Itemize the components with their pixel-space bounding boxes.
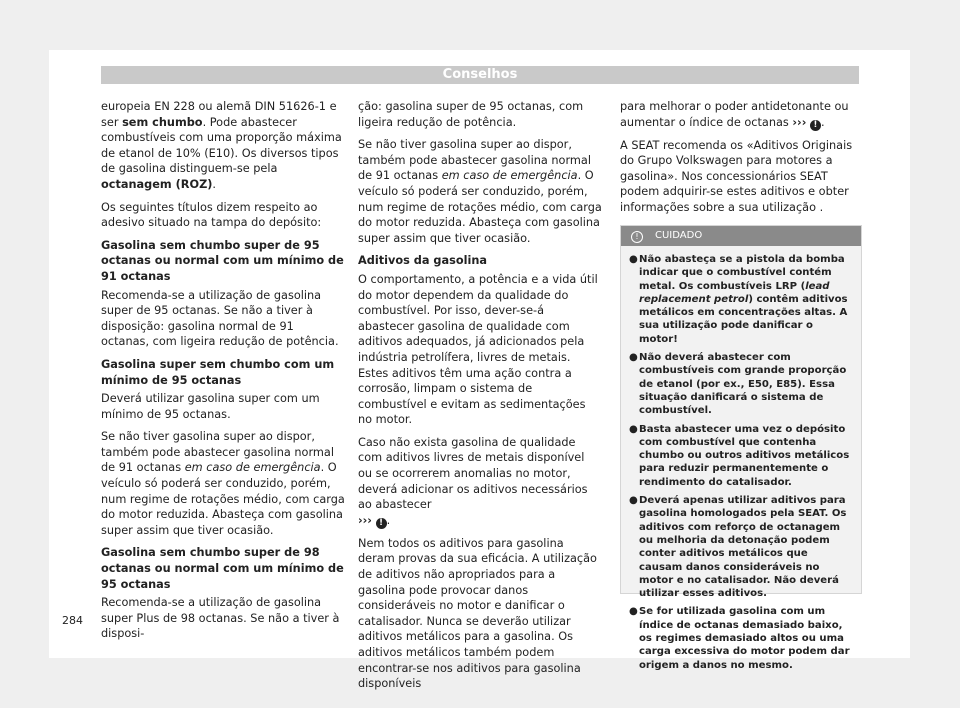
section-heading: Gasolina sem chumbo super de 95 octanas ou normal com um mínimo de 91 octanas bbox=[101, 238, 344, 283]
caution-item: ● Não deverá abastecer com combustíveis com grande proporção de etanol (por ex., E50, E85). Essa situação danificará o sistema de combustível. bbox=[629, 352, 847, 417]
bullet-icon: ● bbox=[629, 495, 638, 507]
page-number: 284 bbox=[62, 614, 83, 627]
paragraph: Recomenda-se a utilização de gasolina super de 95 octanas. Se não a tiver à disposição: gasolina normal de 91 octanas, com ligeira redução de potência. bbox=[101, 288, 339, 349]
paragraph: europeia EN 228 ou alemã DIN 51626-1 e ser sem chumbo. Pode abastecer combustíveis com uma proporção máxima de etanol de 10% (E10). Os diversos tipos de gasolina distinguem-se pela octanagem (ROZ). bbox=[101, 100, 342, 191]
caution-body bbox=[621, 246, 861, 671]
column-1 bbox=[101, 99, 345, 649]
paragraph: para melhorar o poder antidetonante ou aumentar o índice de octanas ››› ! . bbox=[620, 100, 849, 130]
cross-reference-arrow[interactable]: ››› bbox=[792, 115, 807, 129]
caution-box bbox=[620, 225, 862, 671]
paragraph: A SEAT recomenda os «Aditivos Originais do Grupo Volkswagen para motores a gasolina». Nos concessionários SEAT podem adquirir-se estes aditivos e obter informações sobre a sua utilização . bbox=[620, 138, 853, 214]
caution-item: ● Se for utilizada gasolina com um índice de octanas demasiado baixo, os regimes demasiado altos ou uma carga excessiva do motor podem dar origem a danos no mesmo. bbox=[629, 606, 850, 671]
caution-title: CUIDADO bbox=[655, 230, 703, 241]
caution-item: ● Basta abastecer uma vez o depósito com combustível que contenha chumbo ou outros aditivos metálicos para reduzir permanentemente o rendimento do catalisador. bbox=[629, 423, 850, 488]
bullet-icon: ● bbox=[629, 352, 638, 364]
paragraph: O comportamento, a potência e a vida útil do motor dependem da qualidade do combustível. Por isso, dever-se-á abastecer gasolina de qualidade com aditivos adequados, já adicionados pela indústria petrolífera, livres de metais. Estes aditivos têm uma ação contra a corrosão, limpam o sistema de combustível e evitam as sedimentações no motor. bbox=[358, 272, 598, 427]
warning-icon: ! bbox=[376, 518, 387, 529]
page-header: Conselhos bbox=[101, 66, 859, 84]
section-heading: Gasolina super sem chumbo com um mínimo de 95 octanas bbox=[101, 357, 335, 387]
paragraph: Caso não exista gasolina de qualidade com aditivos livres de metais disponível ou se ocorrerem anomalias no motor, deverá adicionar os aditivos necessários ao abastecer ››› ! . bbox=[358, 435, 588, 528]
bullet-icon: ● bbox=[629, 254, 638, 265]
paragraph: Os seguintes títulos dizem respeito ao adesivo situado na tampa do depósito: bbox=[101, 200, 322, 230]
paragraph: Recomenda-se a utilização de gasolina super Plus de 98 octanas. Se não a tiver à disposi- bbox=[101, 596, 340, 641]
caution-header bbox=[621, 226, 861, 246]
paragraph: Deverá utilizar gasolina super com um mínimo de 95 octanas. bbox=[101, 392, 320, 421]
paragraph: Se não tiver gasolina super ao dispor, também pode abastecer gasolina normal de 91 octanas em caso de emergência. O veículo só poderá ser conduzido, porém, num regime de rotações médio, com carga do motor reduzida. Abasteça com gasolina super assim que tiver ocasião. bbox=[101, 430, 345, 537]
cross-reference-arrow[interactable]: ››› bbox=[358, 513, 372, 527]
caution-icon: ! bbox=[631, 231, 643, 243]
column-2 bbox=[358, 99, 602, 699]
bullet-icon: ● bbox=[629, 606, 638, 618]
section-heading: Aditivos da gasolina bbox=[358, 254, 488, 268]
bullet-icon: ● bbox=[629, 423, 638, 435]
column-3 bbox=[620, 99, 864, 223]
paragraph: Se não tiver gasolina super ao dispor, também pode abastecer gasolina normal de 91 octanas em caso de emergência. O veículo só poderá ser conduzido, porém, num regime de rotações médio, com carga do motor reduzida. Abasteça com gasolina super assim que tiver ocasião. bbox=[358, 138, 602, 245]
section-heading: Gasolina sem chumbo super de 98 octanas ou normal com um mínimo de 95 octanas bbox=[101, 546, 344, 591]
caution-item: ● Deverá apenas utilizar aditivos para gasolina homologados pela SEAT. Os aditivos com reforço de octanagem ou melhoria da detonação podem conter aditivos metálicos que causam danos consideráveis no motor e no catalisador. Não deverá utilizar esses aditivos. bbox=[629, 495, 847, 600]
caution-item: ● Não abasteça se a pistola da bomba indicar que o combustível contém metal. Os combustíveis LRP (lead replacement petrol) contêm aditivos metálicos em concentrações altas. A sua utilização pode danificar o motor! bbox=[629, 254, 848, 345]
paragraph: Nem todos os aditivos para gasolina deram provas da sua eficácia. A utilização de aditivos não apropriados para a gasolina pode provocar danos consideráveis no motor e danificar o catalisador. Nunca se deverão utilizar aditivos metálicos para a gasolina. Os aditivos metálicos também podem encontrar-se nos aditivos para gasolina disponíveis bbox=[358, 536, 597, 691]
paragraph: ção: gasolina super de 95 octanas, com ligeira redução de potência. bbox=[358, 100, 584, 129]
warning-icon: ! bbox=[810, 120, 821, 131]
